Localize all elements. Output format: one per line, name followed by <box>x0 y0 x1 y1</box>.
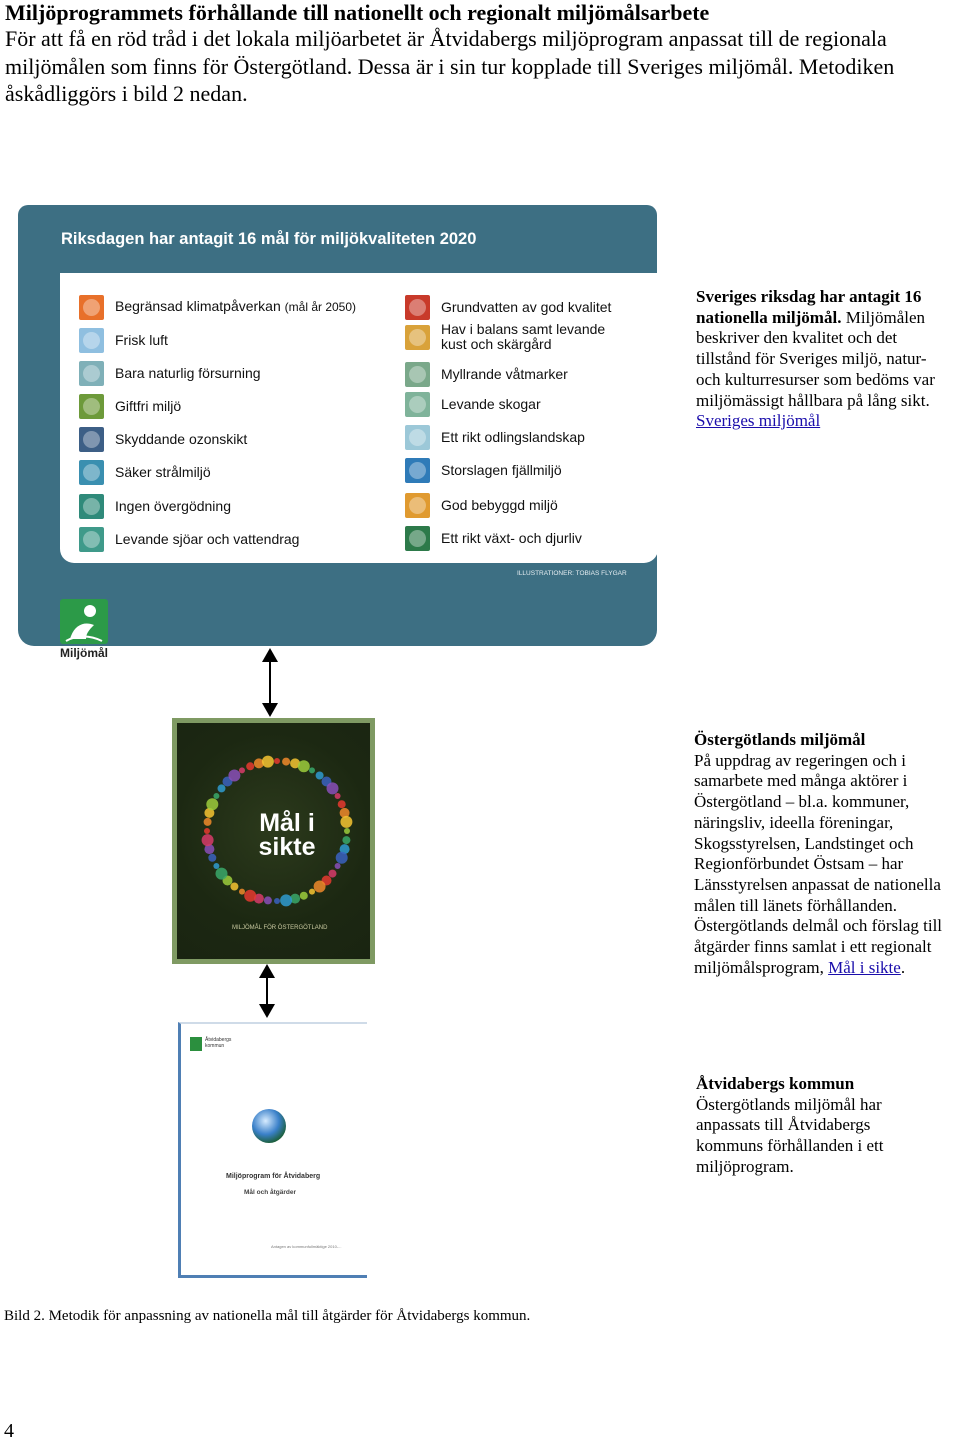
decorative-dot <box>335 793 341 799</box>
goal-item <box>405 423 585 451</box>
mal-i-sikte-link[interactable]: Mål i sikte <box>828 957 901 977</box>
goal-label: Hav i balans samt levande kust och skärgård <box>441 321 606 352</box>
goals-list-box <box>60 273 658 563</box>
goal-label: Ingen övergödning <box>115 497 231 514</box>
miljomal-logo-icon <box>60 599 108 644</box>
goal-label: Bara naturlig försurning <box>115 364 261 381</box>
atvidaberg-text <box>696 1074 911 1178</box>
sweden-goals-link[interactable]: Sveriges miljömål <box>696 411 821 431</box>
goal-label: Storslagen fjällmiljö <box>441 461 562 478</box>
decorative-dot <box>338 800 346 808</box>
goal-label: Skyddande ozonskikt <box>115 430 248 447</box>
decorative-dot <box>309 889 315 895</box>
decorative-dot <box>336 852 348 864</box>
national-goals-panel <box>18 205 657 646</box>
decorative-dot <box>216 868 228 880</box>
goal-icon <box>405 425 430 450</box>
goal-label: Frisk luft <box>115 331 168 348</box>
goal-icon <box>405 526 430 551</box>
decorative-dot <box>246 762 254 770</box>
goal-icon <box>79 427 104 452</box>
page-heading: Miljöprogrammets förhållande till nationellt och regionalt miljömålsarbete <box>5 0 710 25</box>
miljomal-logo-text: Miljömål <box>60 646 109 660</box>
decorative-dot <box>204 828 210 834</box>
goal-label: Levande sjöar och vattendrag <box>115 530 300 547</box>
decorative-dot <box>282 758 290 766</box>
goal-label: Säker strålmiljö <box>115 463 211 480</box>
decorative-dot <box>274 898 280 904</box>
goal-label: Ett rikt odlingslandskap <box>441 428 585 445</box>
decorative-dot <box>274 758 280 764</box>
goal-icon <box>405 392 430 417</box>
goal-icon <box>405 295 430 320</box>
goal-item <box>79 425 247 453</box>
decorative-dot <box>335 863 341 869</box>
goal-icon <box>405 493 430 518</box>
goal-icon <box>405 325 430 350</box>
decorative-dot <box>230 883 238 891</box>
cover-program-title: Miljöprogram för Åtvidaberg <box>226 1173 321 1180</box>
globe-icon <box>252 1109 286 1143</box>
illustrations-credit: ILLUSTRATIONER: TOBIAS FLYGAR <box>517 570 627 577</box>
decorative-dot <box>228 770 240 782</box>
goal-item <box>405 524 582 552</box>
decorative-dot <box>329 870 337 878</box>
decorative-dot <box>244 890 256 902</box>
sweden-goals-text <box>696 287 946 432</box>
goal-label: Giftfri miljö <box>115 397 182 414</box>
goal-icon <box>405 458 430 483</box>
miljoprogram-cover <box>178 1022 367 1278</box>
decorative-dot <box>213 863 219 869</box>
decorative-dot <box>202 834 214 846</box>
decorative-dot <box>280 894 292 906</box>
goal-label: Ett rikt växt- och djurliv <box>441 529 582 546</box>
goal-item <box>79 392 181 420</box>
goal-label: Begränsad klimatpåverkan <box>115 298 281 314</box>
cover-footer: Antagen av kommunfullmäktige 2010-... <box>271 1244 342 1249</box>
goal-item <box>405 491 558 519</box>
ostergotland-end: . <box>900 957 906 977</box>
ostergotland-goals-text <box>694 730 958 978</box>
goal-label: Grundvatten av god kvalitet <box>441 298 612 315</box>
decorative-dot <box>262 756 274 768</box>
goal-icon <box>79 527 104 552</box>
decorative-dot <box>298 760 310 772</box>
cover-title: Mål i sikte <box>258 809 316 861</box>
atvidaberg-title: Åtvidabergs kommun <box>696 1074 855 1093</box>
decorative-dot <box>316 772 324 780</box>
connector-line-1 <box>269 662 271 704</box>
decorative-dot <box>340 816 352 828</box>
goal-label: Myllrande våtmarker <box>441 365 568 382</box>
goal-item <box>405 293 611 321</box>
goal-icon <box>79 328 104 353</box>
goal-icon <box>79 494 104 519</box>
goal-icon <box>79 460 104 485</box>
goal-item <box>79 492 231 520</box>
goal-icon <box>79 361 104 386</box>
cover-subtitle: MILJÖMÅL FÖR ÖSTERGÖTLAND <box>232 925 328 931</box>
cover-municipality: Åtvidabergs kommun <box>205 1037 232 1049</box>
mal-i-sikte-cover <box>172 718 375 964</box>
goal-icon <box>79 394 104 419</box>
decorative-dot <box>208 854 216 862</box>
cover-program-subtitle: Mål och åtgärder <box>244 1189 297 1196</box>
arrow-down-icon <box>262 703 278 717</box>
intro-paragraph: För att få en röd tråd i det lokala miljöarbetet är Åtvidabergs miljöprogram anpassat till de regionala miljömålen som finns för Östergötland. Dessa är i sin tur kopplade till Sveriges miljömål. Metodiken åskådliggörs i bild 2 nedan. <box>5 26 895 106</box>
decorative-dot <box>213 793 219 799</box>
decorative-dot <box>314 881 326 893</box>
decorative-dot <box>264 896 272 904</box>
decorative-dot <box>342 836 350 844</box>
goal-item <box>79 458 211 486</box>
arrow-down-icon <box>259 1004 275 1018</box>
decorative-dot <box>300 892 308 900</box>
goal-item <box>405 390 541 418</box>
page-number: 4 <box>4 1420 14 1442</box>
panel-title: Riksdagen har antagit 16 mål för miljökvaliteten 2020 <box>61 230 477 248</box>
goal-item <box>405 323 621 351</box>
decorative-dot <box>206 798 218 810</box>
goal-item <box>405 456 562 484</box>
goal-icon <box>79 295 104 320</box>
goal-item <box>79 326 168 354</box>
atvidaberg-body: Östergötlands miljömål har anpassats till Åtvidabergs kommuns förhållanden i ett miljöprogram. <box>696 1094 884 1176</box>
goal-note: (mål år 2050) <box>284 300 357 314</box>
decorative-dot <box>204 818 212 826</box>
goal-item <box>79 293 356 321</box>
ostergotland-body: På uppdrag av regeringen och i samarbete med många aktörer i Östergötland – bl.a. kommuner, näringsliv, ideella föreningar, Skogsstyrelsen, Landstinget och Regionförbundet Östsam – har Länsstyrelsen anpassat de nationella målen till länets förhållanden. Östergötlands delmål och förslag till åtgärder finns samlat i ett regionalt miljömålsprogram, <box>694 750 943 977</box>
decorative-dot <box>239 767 245 773</box>
arrow-up-icon <box>259 964 275 978</box>
decorative-dot <box>239 889 245 895</box>
sweden-goals-lead: Sveriges riksdag har antagit 16 nationella miljömål. <box>696 287 922 327</box>
arrow-up-icon <box>262 648 278 662</box>
goal-item <box>79 359 261 387</box>
sweden-goals-body: Miljömålen beskriver den kvalitet och det tillstånd för Sveriges miljö, natur- och kulturresurser som bedöms var miljömässigt hållbara på lång sikt. <box>696 307 935 410</box>
goal-item <box>405 360 568 388</box>
goal-label: Levande skogar <box>441 395 541 412</box>
decorative-dot <box>344 828 350 834</box>
goal-icon <box>405 362 430 387</box>
decorative-dot <box>218 784 226 792</box>
goal-label: God bebyggd miljö <box>441 496 558 513</box>
figure-caption: Bild 2. Metodik för anpassning av nationella mål till åtgärder för Åtvidabergs kommun. <box>4 1308 531 1324</box>
municipality-crest-icon <box>190 1037 202 1051</box>
decorative-dot <box>327 782 339 794</box>
decorative-dot <box>309 767 315 773</box>
goal-item <box>79 525 299 553</box>
ostergotland-title: Östergötlands miljömål <box>694 730 866 749</box>
